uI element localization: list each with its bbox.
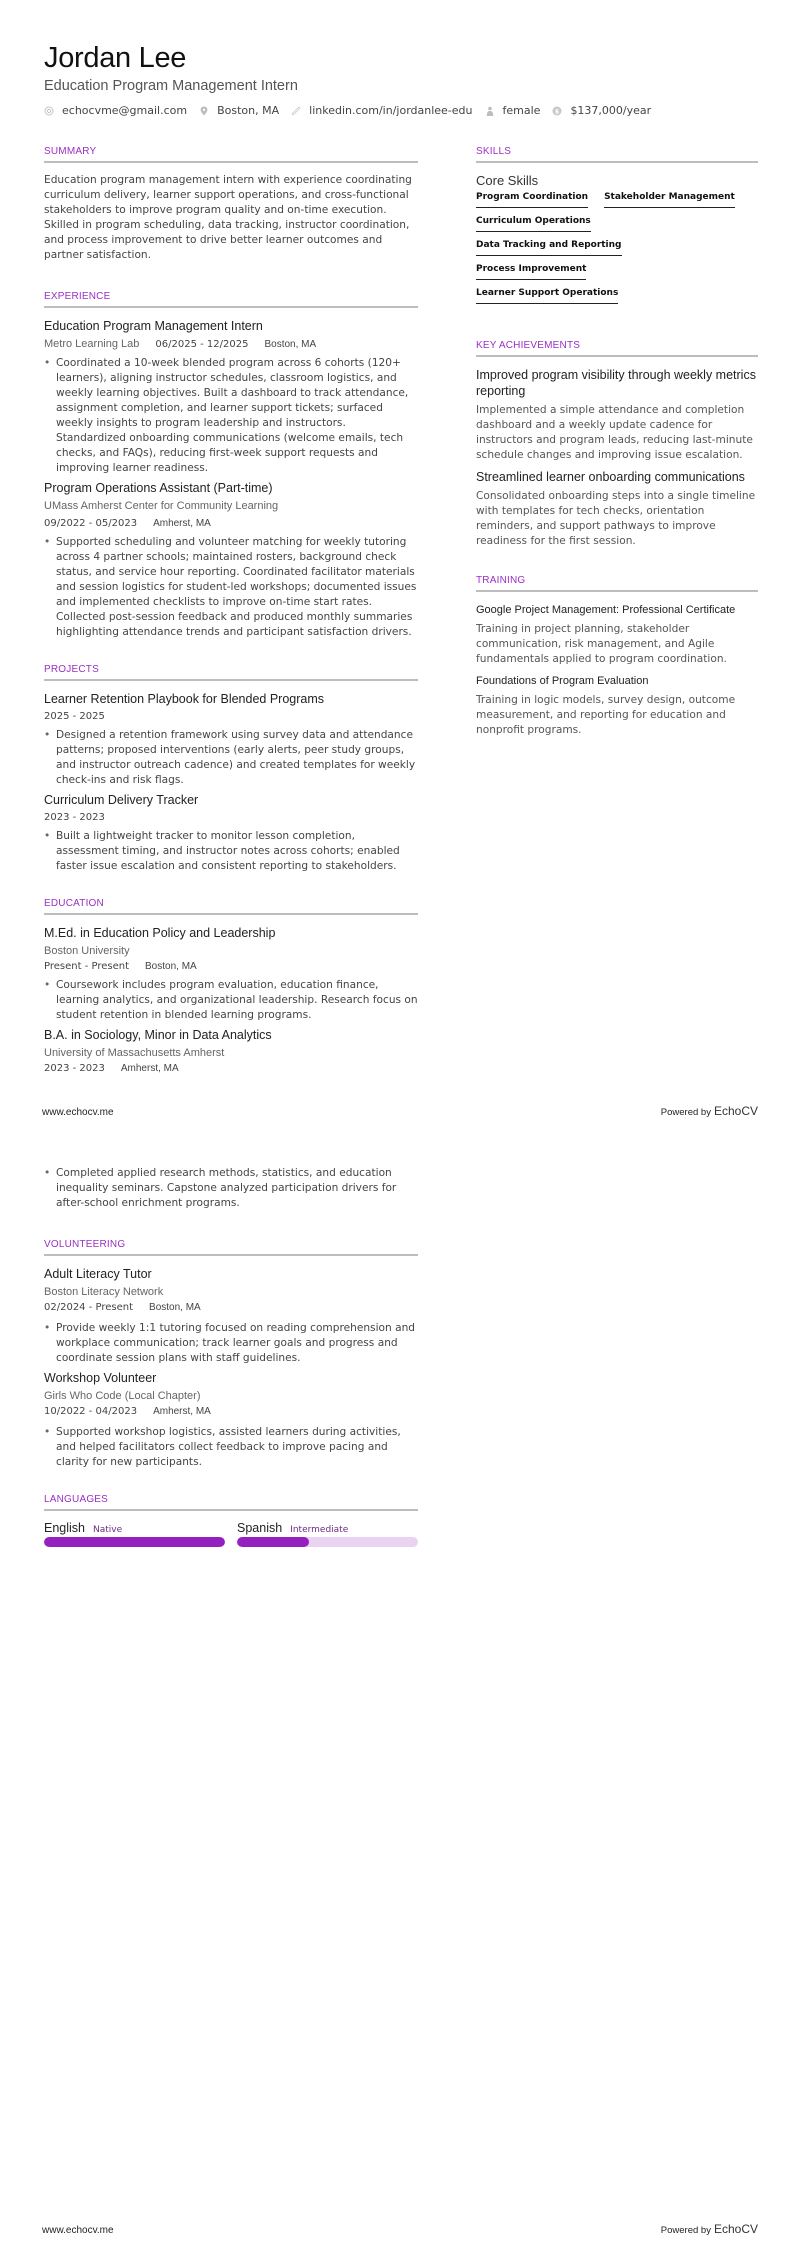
achievement-title: Improved program visibility through weekly metrics reporting <box>476 368 756 398</box>
job-title: Program Operations Assistant (Part-time) <box>44 481 273 495</box>
volunteer-location: Amherst, MA <box>153 1406 211 1417</box>
school-name: Boston University <box>44 945 130 957</box>
job-bullets <box>44 535 418 640</box>
section-heading: VOLUNTEERING <box>44 1239 418 1256</box>
at-icon <box>44 106 54 116</box>
training-title: Foundations of Program Evaluation <box>476 675 649 687</box>
volunteer-role: Adult Literacy Tutor <box>44 1267 152 1281</box>
volunteer-bullets <box>44 1321 418 1366</box>
job-location: Boston, MA <box>264 339 317 350</box>
svg-text:$: $ <box>555 106 560 115</box>
summary-paragraph: Education program management intern with experience coordinating curriculum delivery, learner support operations, and cross-functional stakeholders to improve program quality and on-time execution. <box>44 174 412 216</box>
degree-title: B.A. in Sociology, Minor in Data Analytics <box>44 1028 272 1042</box>
volunteer-entry <box>44 1370 418 1470</box>
project-title: Learner Retention Playbook for Blended Programs <box>44 692 325 706</box>
map-pin-icon <box>199 106 209 116</box>
education-meta <box>44 959 418 975</box>
degree-title: M.Ed. in Education Policy and Leadership <box>44 926 276 940</box>
job-location: Amherst, MA <box>153 518 211 529</box>
skill-tag: Curriculum Operations <box>476 216 591 232</box>
bullet-item: • Coursework includes program evaluation, education finance, learning analytics, and organizational leadership. Research focus on student retention in blended learning programs. <box>44 978 418 1023</box>
volunteer-dates: 02/2024 - Present <box>44 1302 134 1313</box>
education-entry <box>44 1027 418 1077</box>
resume-page-2 <box>0 1123 794 2246</box>
link-icon <box>291 106 301 116</box>
job-bullets <box>44 356 418 476</box>
section-heading: EXPERIENCE <box>44 291 418 308</box>
company-name: Metro Learning Lab <box>44 338 140 350</box>
education-meta <box>44 1061 418 1077</box>
contact-gender: female <box>485 104 541 117</box>
education-bullets <box>44 978 418 1023</box>
dollar-icon <box>552 106 562 116</box>
skill-tag: Data Tracking and Reporting <box>476 240 622 256</box>
bullet-item: • Built a lightweight tracker to monitor lesson completion, assessment timing, and instructor notes across cohorts; enabled faster issue escalation and consistent reporting to stakeholders. <box>44 829 418 874</box>
skills-list <box>476 192 758 312</box>
project-title: Curriculum Delivery Tracker <box>44 793 199 807</box>
footer-brand[interactable]: EchoCV <box>713 2222 758 2236</box>
experience-section <box>44 291 418 640</box>
company-name: UMass Amherst Center for Community Learning <box>44 500 279 512</box>
job-title: Education Program Management Intern <box>44 319 263 333</box>
section-heading: LANGUAGES <box>44 1494 418 1511</box>
training-title: Google Project Management: Professional Certificate <box>476 604 736 616</box>
volunteer-location: Boston, MA <box>149 1302 201 1313</box>
footer-brand[interactable]: EchoCV <box>713 1104 758 1118</box>
bullet-item: • Coordinated a 10-week blended program across 6 cohorts (120+ learners), aligning instructor schedules, classroom logistics, and weekly learning objectives. Built a dashboard to track attendance, assignment completion, and learner support tickets; surfaced weekly insights to program leadership and instructors. Standardized onboarding communications (welcome emails, tech checks, and FAQs), reducing first-week support requests and improving learner readiness. <box>44 356 418 476</box>
language-name: English <box>44 1521 85 1535</box>
contact-bar <box>44 104 663 117</box>
volunteer-role: Workshop Volunteer <box>44 1371 157 1385</box>
contact-linkedin[interactable]: linkedin.com/in/jordanlee-edu <box>291 104 472 117</box>
volunteering-section <box>44 1239 418 1470</box>
bullet-item: • Supported workshop logistics, assisted learners during activities, and helped facilitators collect feedback to improve pacing and clarity for new participants. <box>44 1425 418 1470</box>
achievement-desc: Implemented a simple attendance and completion dashboard and a weekly update cadence for instructors and program leads, reducing last-minute schedule changes and improving issue escalation. <box>476 404 753 461</box>
contact-location: Boston, MA <box>199 104 279 117</box>
job-meta <box>44 516 418 532</box>
bullet-item: • Supported scheduling and volunteer matching for weekly tutoring across 4 partner schools; maintained rosters, background check status, and service hour reporting. Coordinated facilitator materials and session logistics for student-led workshops; documented issues and implemented checklists to improve on-time start rates. Collected post-session feedback and produced monthly summaries highlighting attendance trends and participant satisfaction drivers. <box>44 535 418 640</box>
achievement-desc: Consolidated onboarding steps into a single timeline with templates for tech checks, orientation reminders, and support pathways to improve readiness for the first session. <box>476 490 756 547</box>
school-name: University of Massachusetts Amherst <box>44 1047 225 1059</box>
achievement-entry <box>476 367 758 463</box>
education-dates: 2023 - 2023 <box>44 1063 105 1074</box>
language-item <box>237 1521 418 1547</box>
candidate-name: Jordan Lee <box>44 42 187 74</box>
project-bullets <box>44 728 418 788</box>
page-footer <box>42 1104 758 1118</box>
contact-email[interactable]: echocvme@gmail.com <box>44 104 187 117</box>
job-meta <box>44 336 418 353</box>
volunteer-bullets <box>44 1425 418 1470</box>
summary-paragraph: Skilled in program scheduling, data tracking, instructor coordination, and process improvement to drive better learner outcomes and partner satisfaction. <box>44 219 410 261</box>
section-heading: TRAINING <box>476 575 758 592</box>
skills-group-title: Core Skills <box>476 173 539 188</box>
volunteer-entry <box>44 1266 418 1366</box>
footer-website-link[interactable]: www.echocv.me <box>42 1107 114 1118</box>
right-column <box>476 146 758 744</box>
training-entry <box>476 673 758 738</box>
footer-powered-by: Powered by EchoCV <box>660 2222 758 2236</box>
skill-tag: Program Coordination <box>476 192 588 208</box>
left-column <box>44 1163 418 1547</box>
experience-entry <box>44 480 418 640</box>
project-dates: 2023 - 2023 <box>44 812 105 823</box>
volunteer-dates: 10/2022 - 04/2023 <box>44 1406 138 1417</box>
left-column <box>44 146 418 1077</box>
achievement-entry <box>476 469 758 549</box>
footer-powered-by: Powered by EchoCV <box>660 1104 758 1118</box>
page-footer <box>42 2222 758 2236</box>
language-level: Native <box>93 1525 123 1535</box>
bullet-item: • Completed applied research methods, statistics, and education inequality seminars. Capstone analyzed participation drivers for after-school enrichment programs. <box>44 1166 418 1211</box>
project-entry <box>44 691 418 788</box>
footer-website-link[interactable]: www.echocv.me <box>42 2225 114 2236</box>
training-desc: Training in logic models, survey design, outcome measurement, and reporting for education and nonprofit programs. <box>476 694 736 736</box>
section-heading: EDUCATION <box>44 898 418 915</box>
candidate-title: Education Program Management Intern <box>44 78 298 94</box>
languages-section <box>44 1494 418 1547</box>
contact-salary: $ $137,000/year <box>552 104 651 117</box>
experience-entry <box>44 318 418 476</box>
skill-tag: Process Improvement <box>476 264 586 280</box>
project-entry <box>44 792 418 874</box>
user-icon <box>485 106 495 116</box>
job-dates: 09/2022 - 05/2023 <box>44 518 138 529</box>
projects-section <box>44 664 418 874</box>
section-heading: PROJECTS <box>44 664 418 681</box>
education-bullets-continued <box>44 1166 418 1211</box>
education-location: Boston, MA <box>145 961 197 972</box>
education-section <box>44 898 418 1077</box>
bullet-item: • Designed a retention framework using survey data and attendance patterns; proposed interventions (early alerts, peer study groups, and instructor outreach cadence) and created templates for weekly check-ins and risk flags. <box>44 728 418 788</box>
language-name: Spanish <box>237 1521 283 1535</box>
volunteer-org: Boston Literacy Network <box>44 1286 164 1298</box>
training-section <box>476 575 758 738</box>
skill-tag: Learner Support Operations <box>476 288 618 304</box>
summary-section <box>44 146 418 263</box>
education-location: Amherst, MA <box>120 1063 179 1074</box>
job-dates: 06/2025 - 12/2025 <box>155 339 249 350</box>
language-proficiency-fill <box>44 1537 225 1547</box>
section-heading: SUMMARY <box>44 146 418 163</box>
language-proficiency-fill <box>237 1537 309 1547</box>
bullet-item: • Provide weekly 1:1 tutoring focused on reading comprehension and workplace communication; track learner goals and progress and coordinate session plans with staff guidelines. <box>44 1321 418 1366</box>
language-proficiency-bar <box>237 1537 418 1547</box>
language-proficiency-bar <box>44 1537 225 1547</box>
volunteer-meta <box>44 1404 418 1420</box>
skill-tag: Stakeholder Management <box>604 192 735 208</box>
achievement-title: Streamlined learner onboarding communications <box>476 470 745 484</box>
education-entry <box>44 925 418 1023</box>
project-bullets <box>44 829 418 874</box>
section-heading: SKILLS <box>476 146 758 163</box>
volunteer-meta <box>44 1300 418 1316</box>
training-entry <box>476 602 758 667</box>
education-dates: Present - Present <box>44 961 130 972</box>
project-dates: 2025 - 2025 <box>44 711 105 722</box>
languages-list <box>44 1521 418 1547</box>
language-level: Intermediate <box>290 1525 349 1535</box>
training-desc: Training in project planning, stakeholder communication, risk management, and Agile fundamentals applied to program coordination. <box>476 623 727 665</box>
achievements-section <box>476 340 758 549</box>
section-heading: KEY ACHIEVEMENTS <box>476 340 758 357</box>
language-item <box>44 1521 225 1547</box>
skills-section <box>476 146 758 312</box>
volunteer-org: Girls Who Code (Local Chapter) <box>44 1390 201 1402</box>
